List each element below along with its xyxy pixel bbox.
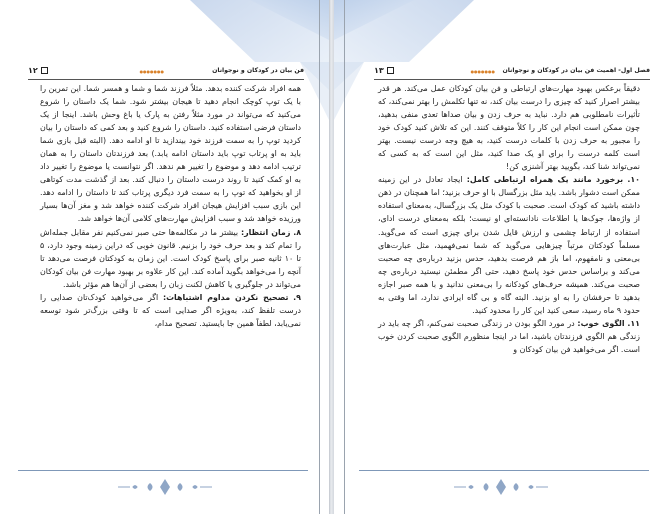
left-header-rule (28, 79, 304, 80)
right-header-dots-ornament: ●●●●●●● (470, 69, 495, 74)
item-heading: زمان انتظار: (240, 227, 291, 237)
item-text: ایجاد تعادل در این زمینه ممکن است دشوار باشد. باید مثل بزرگسال با او حرف بزنید؛ اما همچنان در ذهن داشته باشید که کودک است. صحبت با کودک مثل یک بزرگسال، به‌معنای استفاده از واژه‌ها، جوک‌ها یا اطلاعات نادانسته‌ای او نیست؛ بلکه به‌معنای درست ادای، استفاده از ارتباط چشمی و ارزش قایل شدن برای چیزی است که می‌گوید. مسلماً کودکتان مرتباً چیزهایی می‌گوید که شما نمی‌فهمید، مثل عبارت‌های بی‌معنی و نامفهوم، اما باز هم فرصت بدهید، حدس بزنید درباره‌ی چه صحبت می‌کند و براساس حدس خود پاسخ دهید، حتی اگر مطمئن نیستید درباره‌ی چه صحبت می‌کند. همیشه حرف‌های کودکانه را بی‌معنی ندانید و با همه صبر اجازه بدهید تا حرفشان را به او بزنید. البته گاه و بی گاه ایرادی ندارد، اما وقتی به حدود ۹ ماه رسید، سعی کنید این کار را محدود کنید. (378, 175, 640, 315)
item-heading: برخورد مانند یک همراه ارتباطی کامل: (466, 175, 624, 185)
paragraph: دقیقاً برعکس بهبود مهارت‌های ارتباطی و فن بیان کودکان عمل می‌کند. هر قدر بیشتر اصرار کنید که چیزی را درست بیان کند، نه تنها تکلمش را بهتر نمی‌کند، که تأثیرات نامطلوبی هم دارد. نباید به حرف زدن و بیان صداها تعدی منفی بدهید، چون ممکن است انجام این کار را کلاً متوقف کنند. این که تلاش کنید کودک خود را مجبور به حرف زدن با کلمات درست کنید، به هیچ وجه درست نیست. بهتر است کلمه درست را برای او یک صدا کنید، مثل این است که به کسی که نمی‌تواند شنا کند، بگویید بهتر آشنزی کن! (378, 84, 640, 172)
item-heading: تصحیح نکردن مداوم اشتباهات: (162, 292, 289, 302)
left-page-body (40, 82, 301, 330)
right-footer-ornament (446, 477, 556, 499)
item-text: در مورد الگو بودن در زندگی صحبت نمی‌کنم، اگر چه باید در زندگی هم الگوی فرزندتان باشید، اما در اینجا منظورم الگوی صحبت کردن خوب است. اگر می‌خواهید فن بیان کودکان و (378, 318, 640, 354)
item-number: ۱۱. (627, 318, 640, 328)
paragraph: همه افراد شرکت کننده بدهد. مثلاً فرزند شما و شما و همسر شما. این تمرین را با یک توپ کوچک انجام دهید تا هیجان بیشتر شود. شما یک داستان را شروع می‌کنید که می‌تواند در مورد مثلاً رفتن به پارک یا باغ وحش باشد. اینجا از یک داستان فرضی استفاده کنید. داستان را شروع کنید و بعد کمی که داستان را بیان کردید توپ را به سمت فرزند خود بیندازید تا او ادامه دهد. (البته قبل بازی شما باید به او پرتاب توپ باید داستان ادامه یابد.) بعد فرزندتان داستان را به همان ترتیب ادامه دهد و موضوع را تغییر هم ندهد. اگر نتوانست یا موضوع را تغییر داد به او کمک کنید تا روند درست داستان را دنبال کند. بعد از گذشت مدت کوتاهی از او بخواهید که توپ را به سمت فرد دیگری پرتاب کند تا داستان را ادامه دهد. این بازی سبب افزایش هیجان افراد شرکت کننده خواهد شد و مغز آن‌ها بسیار ورزیده خواهد شد و سبب افزایش مهارت‌های کلامی آن‌ها خواهد شد. (40, 84, 301, 224)
right-page-number-box (374, 66, 397, 75)
right-page (334, 0, 667, 514)
right-header-title: فصل اول- اهمیت فن بیان در کودکان و نوجوانان (502, 67, 650, 74)
list-item (378, 173, 640, 317)
list-item (40, 226, 301, 291)
left-header-dots-ornament: ●●●●●●● (139, 69, 164, 74)
right-header-rule (374, 79, 650, 80)
left-page (0, 0, 329, 514)
left-page-header (28, 66, 304, 78)
right-page-header (374, 66, 650, 78)
left-header-title: فن بیان در کودکان و نوجوانان (212, 67, 304, 74)
list-item (40, 291, 301, 330)
item-number: ۱۰. (627, 175, 640, 185)
left-page-number: ۱۲ (28, 66, 38, 75)
left-footer-ornament (110, 477, 220, 499)
left-page-number-box (28, 66, 51, 75)
right-footer-rule (359, 470, 649, 471)
right-page-number: ۱۳ (374, 66, 384, 75)
item-text: اگر می‌خواهید کودک‌تان صدایی را درست تلفظ کند، به‌ویژه اگر صدایی است که تا وقتی بزرگ‌تر شود توسعه نمی‌یابد، لطفاً همین جا بایستید. تصحیح مدام، (40, 292, 301, 328)
list-item (378, 317, 640, 356)
left-footer-rule (18, 470, 308, 471)
item-text: بیشتر ما در مکالمه‌ها حتی صبر نمی‌کنیم نفر مقابل جمله‌اش را تمام کند و بعد حرف خود را بزنیم. قانون خوبی که دراین زمینه وجود دارد، ۵ تا ۱۰ ثانیه صبر برای پاسخ کودک است. این زمان به کودکتان فرصت می‌دهد تا آنچه را می‌خواهد بگوید آماده کند. این کار علاوه بر بهبود مهارت فن بیان کودکان می‌تواند در جلوگیری یا کاهش لکنت زبان را بعضی از آن‌ها هم مؤثر باشد. (40, 227, 301, 289)
right-page-body (378, 82, 640, 356)
item-number: ۸. (293, 227, 302, 237)
item-number: ۹. (293, 292, 301, 302)
item-heading: الگوی خوب: (577, 318, 625, 328)
